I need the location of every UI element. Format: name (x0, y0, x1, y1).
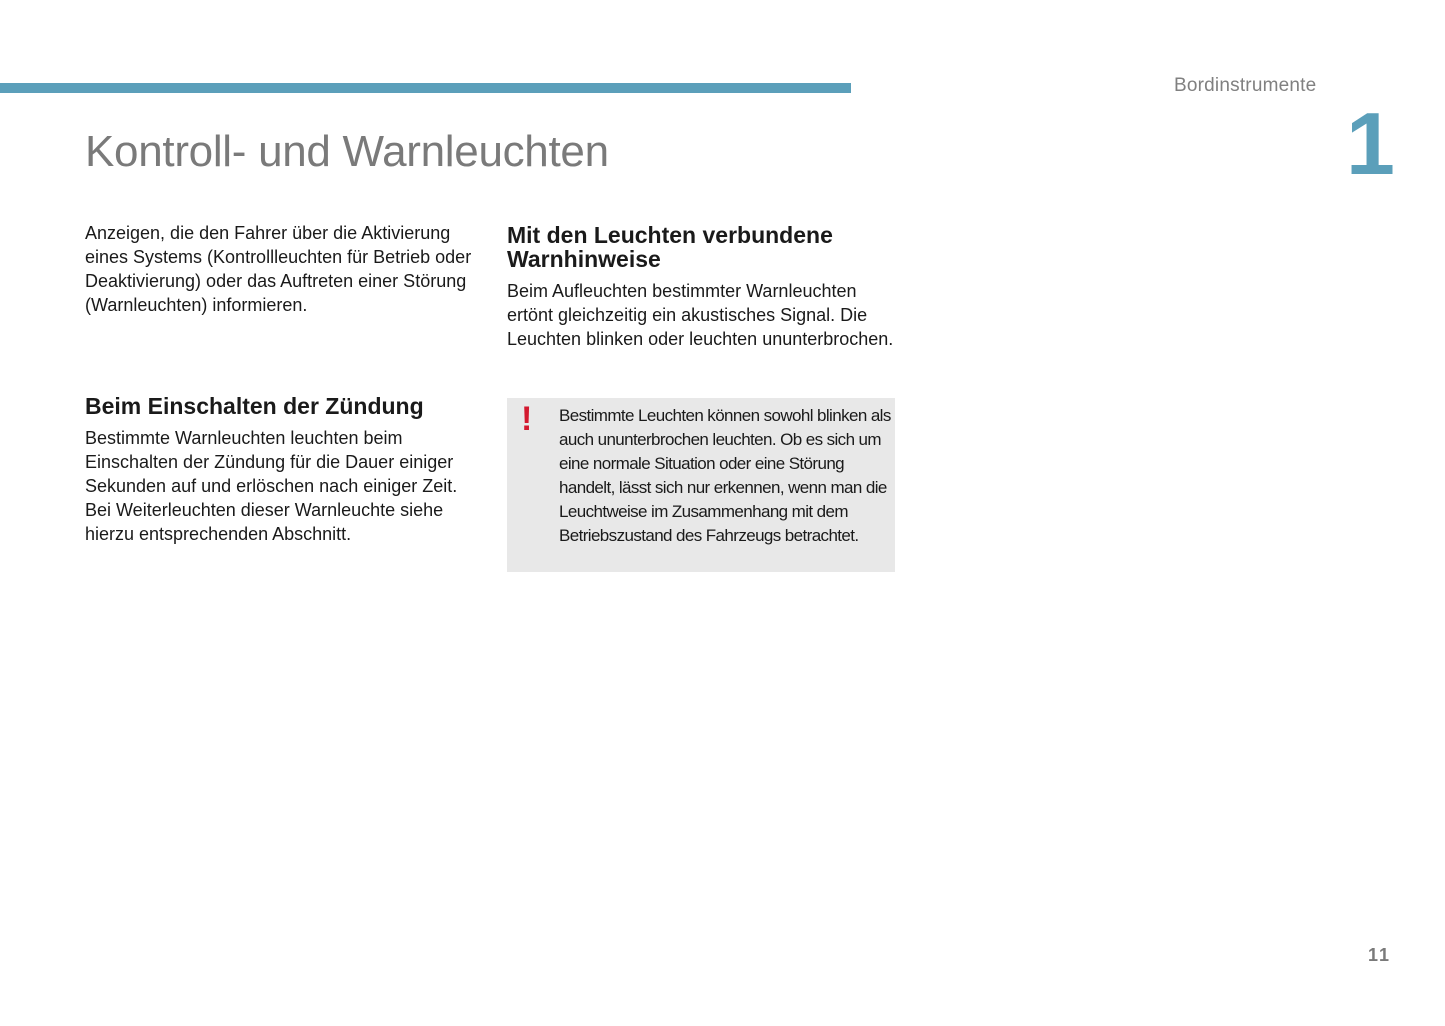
exclamation-icon: ! (521, 400, 533, 438)
note-text: Bestimmte Leuchten können sowohl blinken als auch ununterbrochen leuchten. Ob es sich um eine normale Situation oder eine Störung handelt, lässt sich nur erkennen, wenn man die Leuchtweise im Zusammenhang mit dem Betriebszustand des Fahrzeugs betrachtet. (559, 406, 891, 545)
ignition-text: Bestimmte Warnleuchten leuchten beim Einschalten der Zündung für die Dauer einiger Sekunden auf und erlöschen nach einiger Zeit. Bei Weiterleuchten dieser Warnleuchte siehe hierzu entsprechenden Abschnitt. (85, 428, 458, 544)
note-box (507, 398, 895, 572)
warnings-section (507, 223, 897, 351)
chapter-number: 1 (1346, 94, 1395, 193)
page-number: 11 (1368, 945, 1392, 965)
warnings-text: Beim Aufleuchten bestimmter Warnleuchten ertönt gleichzeitig ein akustisches Signal. Die Leuchten blinken oder leuchten ununterbrochen. (507, 281, 894, 349)
ignition-section (85, 394, 485, 546)
section-name: Bordinstrumente (1174, 75, 1317, 96)
page-title: Kontroll- und Warnleuchten (85, 127, 609, 176)
intro-text: Anzeigen, die den Fahrer über die Aktivierung eines Systems (Kontrollleuchten für Betrieb oder Deaktivierung) oder das Auftreten einer Störung (Warnleuchten) informieren. (85, 223, 472, 315)
ignition-heading: Beim Einschalten der Zündung (85, 393, 424, 419)
intro-section (85, 221, 480, 317)
warnings-heading: Mit den Leuchten verbundene Warnhinweise (507, 222, 833, 272)
header-accent-bar (0, 83, 851, 93)
